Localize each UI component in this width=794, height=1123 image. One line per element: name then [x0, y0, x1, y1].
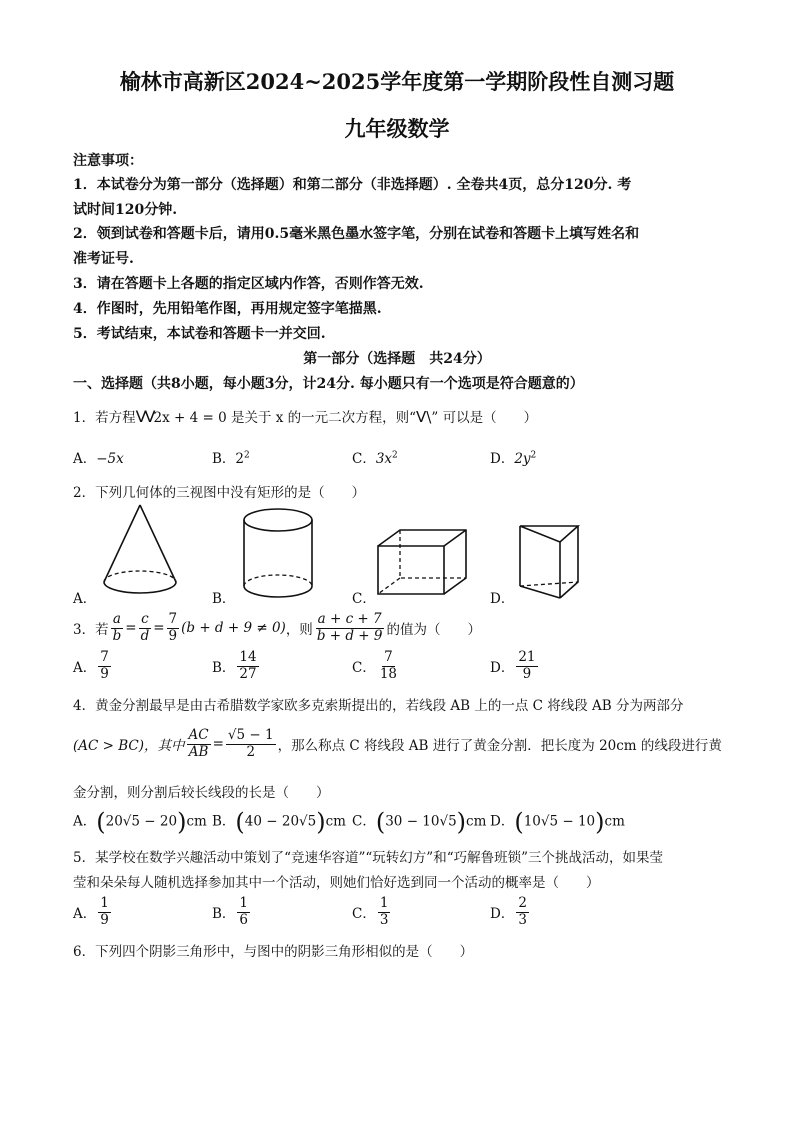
cylinder-figure — [240, 506, 320, 604]
option-label: D． — [490, 660, 515, 677]
option-fraction — [378, 896, 391, 928]
option-exponent: 2 — [530, 450, 537, 461]
question-4: 4．黄金分割最早是由古希腊数学家欧多克索斯提出的，若线段 AB 上的一点 C 将线段 AB 分为两部分 — [73, 698, 684, 714]
fraction-denominator: 2 — [246, 743, 256, 760]
notes-heading: 注意事项： — [73, 153, 143, 169]
option-label: D． — [490, 906, 515, 923]
paren-open: ( — [235, 808, 245, 836]
q3-option-a — [73, 650, 113, 682]
q1-glyph-a: VV — [135, 407, 154, 426]
option-label: A． — [73, 660, 97, 677]
q4-option-a — [73, 808, 207, 836]
option-fraction — [237, 650, 258, 682]
note-line: 2．领到试卷和答题卡后，请用0.5毫米黑色墨水签字笔，分别在试卷和答题卡上填写姓名和 — [73, 226, 640, 242]
fraction-denominator: b — [112, 627, 122, 644]
fraction-denominator: 3 — [379, 911, 389, 928]
option-label: A． — [73, 451, 97, 467]
fraction-numerator: √5 − 1 — [227, 727, 274, 743]
q4-option-d — [490, 808, 625, 836]
question-5: 5．某学校在数学兴趣活动中策划了“竞速华容道”“玩转幻方”和“巧解鲁班锁”三个挑战活动，如果莹 — [73, 850, 663, 866]
paren-open: ( — [375, 808, 386, 836]
fraction-denominator: b + d + 9 — [316, 627, 383, 644]
fraction-numerator: c — [141, 611, 149, 627]
note-line: 5．考试结束，本试卷和答题卡一并交回. — [73, 326, 326, 342]
note-line: 4．作图时，先用铅笔作图，再用规定签字笔描黑. — [73, 301, 382, 317]
option-fraction — [98, 896, 111, 928]
fraction-expression — [315, 612, 385, 644]
option-value: 2 — [235, 451, 245, 467]
fraction-golden-ratio — [226, 728, 276, 760]
q3-then: ，则 — [285, 622, 313, 639]
q2-label-b: B． — [212, 591, 236, 607]
fraction-c-over-d — [139, 612, 152, 644]
option-label: A． — [73, 813, 97, 830]
fraction-ac-over-ab — [187, 728, 211, 760]
q1-option-b — [212, 447, 250, 467]
option-label: C． — [352, 813, 376, 830]
option-label: B． — [212, 906, 236, 923]
q3-option-d — [490, 650, 540, 682]
option-label: B． — [212, 451, 236, 467]
note-line: 试时间120分钟. — [73, 202, 178, 218]
equals-sign: = — [212, 736, 224, 753]
fraction-denominator: d — [140, 627, 150, 644]
equals-sign: = — [125, 620, 137, 637]
section-heading: 一、选择题（共8小题，每小题3分，计24分. 每小题只有一个选项是符合题意的） — [73, 376, 584, 392]
fraction-denominator: 18 — [379, 665, 398, 682]
q1-mid: 2x + 4 = 0 是关于 x 的一元二次方程，则“ — [153, 410, 417, 426]
fraction-numerator: AC — [188, 727, 209, 743]
fraction-a-over-b — [111, 612, 124, 644]
fraction-denominator: 9 — [168, 627, 178, 644]
option-expression: 20√5 − 20 — [105, 813, 178, 830]
paren-open: ( — [96, 808, 106, 836]
q3-option-c — [352, 650, 401, 682]
exam-subtitle: 九年级数学 — [344, 116, 450, 141]
option-unit: cm — [186, 813, 207, 830]
paren-close: ) — [456, 808, 467, 836]
q1-prefix: 1．若方程 — [73, 410, 136, 426]
option-unit: cm — [466, 813, 487, 830]
fraction-numerator: 1 — [239, 895, 249, 911]
option-label: B． — [212, 813, 236, 830]
fraction-denominator: 6 — [239, 911, 249, 928]
fraction-7-over-9 — [167, 612, 180, 644]
option-value: 2y — [514, 451, 531, 467]
q1-option-c — [352, 447, 398, 467]
question-3 — [73, 612, 481, 644]
option-label: D． — [490, 813, 515, 830]
fraction-numerator: 1 — [100, 895, 109, 911]
question-6: 6．下列四个阴影三角形中，与图中的阴影三角形相似的是（ ） — [73, 944, 474, 960]
option-label: C． — [352, 660, 376, 677]
option-unit: cm — [604, 813, 625, 830]
option-expression: 30 − 10√5 — [385, 813, 457, 830]
option-unit: cm — [325, 813, 346, 830]
q1-suffix: ” 可以是（ ） — [431, 410, 538, 426]
q4-line-2 — [73, 728, 722, 760]
q2-label-d: D． — [490, 591, 515, 607]
paren-close: ) — [595, 808, 605, 836]
fraction-numerator: 7 — [100, 649, 109, 665]
equals-sign: = — [153, 620, 165, 637]
paren-open: ( — [514, 808, 524, 836]
option-exponent: 2 — [392, 450, 398, 461]
fraction-numerator: 14 — [239, 649, 257, 665]
option-label: C． — [352, 451, 376, 467]
fraction-numerator: 7 — [168, 611, 178, 627]
q5-option-a — [73, 896, 113, 928]
option-fraction — [516, 896, 529, 928]
fraction-denominator: AB — [188, 743, 209, 760]
note-line: 1．本试卷分为第一部分（选择题）和第二部分（非选择题）. 全卷共4页，总分120分. 考 — [73, 177, 632, 193]
option-fraction — [237, 896, 250, 928]
option-expression: 40 − 20√5 — [244, 813, 317, 830]
q5-option-b — [212, 896, 252, 928]
option-fraction — [378, 650, 399, 682]
option-expression: 10√5 − 10 — [523, 813, 596, 830]
q4-condition: (AC > BC)，其中 — [73, 738, 185, 755]
question-1 — [73, 406, 537, 426]
q3-prefix: 3．若 — [73, 622, 109, 639]
q3-condition: (b + d + 9 ≠ 0) — [181, 620, 286, 637]
q5-option-c — [352, 896, 392, 928]
fraction-denominator: 9 — [522, 665, 532, 682]
q2-label-a: A． — [73, 591, 97, 607]
q1-option-d — [490, 447, 536, 467]
q2-label-c: C． — [352, 591, 376, 607]
q4-option-b — [212, 808, 346, 836]
exam-title: 榆林市高新区2024~2025学年度第一学期阶段性自测习题 — [119, 69, 675, 94]
option-fraction — [98, 650, 111, 682]
fraction-denominator: 27 — [239, 665, 257, 682]
q3-tail: 的值为（ ） — [386, 622, 481, 639]
prism-figure — [516, 524, 586, 600]
fraction-numerator: a — [112, 611, 121, 627]
fraction-numerator: 21 — [518, 649, 536, 665]
fraction-denominator: 9 — [100, 665, 109, 682]
fraction-numerator: 1 — [379, 895, 389, 911]
option-label: D． — [490, 451, 515, 467]
q4-rest: ，那么称点 C 将线段 AB 进行了黄金分割．把长度为 20cm 的线段进行黄 — [277, 738, 722, 755]
option-exponent: 2 — [244, 450, 250, 461]
q5-line-2: 莹和朵朵每人随机选择参加其中一个活动，则她们恰好选到同一个活动的概率是（ ） — [73, 875, 600, 891]
option-label: A． — [73, 906, 97, 923]
note-line: 准考证号. — [73, 251, 134, 267]
cone-figure — [100, 502, 180, 600]
fraction-numerator: a + c + 7 — [317, 611, 382, 627]
question-2: 2．下列几何体的三视图中没有矩形的是（ ） — [73, 485, 366, 501]
option-label: B． — [212, 660, 236, 677]
q1-glyph-b: V\ — [416, 408, 432, 426]
option-fraction — [516, 650, 537, 682]
fraction-numerator: 7 — [384, 649, 393, 665]
note-line: 3．请在答题卡上各题的指定区域内作答，否则作答无效. — [73, 276, 424, 292]
option-value: −5x — [96, 451, 124, 467]
q4-line-3: 金分割，则分割后较长线段的长是（ ） — [73, 785, 330, 801]
paren-close: ) — [316, 808, 326, 836]
cuboid-figure — [376, 528, 468, 598]
option-label: C． — [352, 906, 376, 923]
fraction-denominator: 3 — [518, 911, 527, 928]
q3-option-b — [212, 650, 261, 682]
fraction-denominator: 9 — [100, 911, 109, 928]
q4-option-c — [352, 808, 486, 836]
fraction-numerator: 2 — [518, 895, 527, 911]
option-value: 3x — [375, 451, 393, 467]
q5-option-d — [490, 896, 531, 928]
q1-option-a — [73, 447, 124, 467]
part1-heading: 第一部分（选择题 共24分） — [303, 351, 491, 367]
paren-close: ) — [177, 808, 187, 836]
